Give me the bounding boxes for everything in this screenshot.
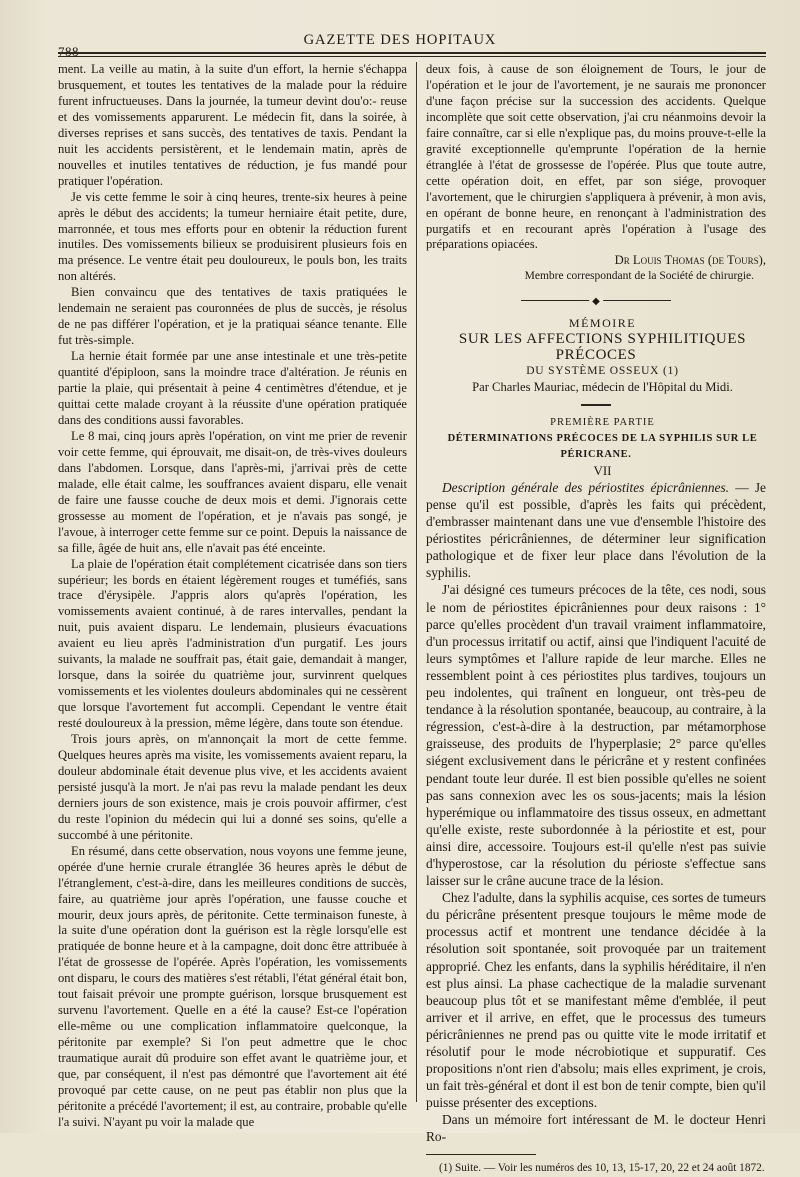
article-body bbox=[426, 479, 766, 1146]
left-paragraph: Le 8 mai, cinq jours après l'opération, on vint me prier de revenir voir cette femme, qui éprouvait, me disait-on, de très-vives douleurs dans l'abdomen. Lorsque, dans l'après-mi, j'arrivai près de cette malade, elle était calme, les souffrances avaient disparu, elle venait de faire une fausse couche de deux mois et demi. J'ignorais cette grossesse au moment de l'opération, et je n'avais pas songé, je l'avoue, à interroger cette femme sur ce point. Depuis la naissance de sa fille, âgée de huit ans, elle n'avait pas été enceinte. bbox=[58, 428, 407, 555]
column-divider bbox=[416, 62, 417, 1102]
article-paragraph bbox=[426, 479, 766, 582]
article-paragraph: Chez l'adulte, dans la syphilis acquise, ces sortes de tumeurs du péricrâne présentent presque toujours le même mode de processus actif et montrent une tendance décidée à la résolution soit spontanée, soit provoquée par un traitement approprié. Chez les enfants, dans la syphilis héréditaire, il n'en est plus ainsi. La phase cachectique de la maladie survenant beaucoup plus tôt et se manifestant même d'emblée, il peut arriver et il arrive, en effet, que le processus des tumeurs péricrâniennes ne prend pas ou quitte vite le mode irritatif et résolutif pour le mode nécrobiotique et suppuratif. Ces propositions n'ont rien d'absolu; mais elles expriment, je crois, un fait très-général et dont il est bon de tenir compte, bien qu'il puisse présenter des exceptions. bbox=[426, 890, 766, 1111]
left-paragraph: Trois jours après, on m'annonçait la mort de cette femme. Quelques heures après ma visite, les vomissements avaient reparu, la douleur abdominale était devenue plus vive, et les accidents avaient persisté jusqu'à la mort. Je n'ai pas revu la malade pendant les deux derniers jours de son existence, mais je crois pouvoir affirmer, c'est du reste l'opinion du médecin qui lui a donné ses soins, qu'elle a succombé à une péritonite. bbox=[58, 732, 407, 842]
left-paragraph: Je vis cette femme le soir à cinq heures, trente-six heures à peine après le début des accidents; la tumeur herniaire était petite, dure, marronnée, et tous mes efforts pour en obtenir la réduction furent inutiles. Des vomissements bilieux se produisirent plusieurs fois en ma présence. Le ventre était peu douloureux, le pouls bon, les traits non altérés. bbox=[58, 189, 407, 284]
article-paragraph: J'ai désigné ces tumeurs précoces de la tête, ces nodi, sous le nom de périostites épicrâniennes pour deux raisons : 1° parce qu'elles procèdent d'un travail vraiment inflammatoire, d'un processus irritatif ou actif, ainsi que l'indiquent l'acuité de leurs symptômes et l'allure rapide de leur marche. Elles ne ressemblent point à ces périostites plus tardives, toujours un peu indolentes, qui traînent en longueur, ont très-peu de tendance à la résolution spontanée, beaucoup, au contraire, à la régression, c'est-à-dire à la destruction, par métamorphose graisseuse, des produits de l'hyperplasie; 2° parce qu'elles siégent exclusivement dans le péricrâne et y restent confinées pendant toute leur durée. Il est bien possible qu'elles ne soient pas sans connexion avec les os sous-jacents; mais la lésion hyperémique ou inflammatoire des tissus osseux, en admettant qu'elle existe, reste subordonnée à la périostite et est, pour ainsi dire, accessoire. Toujours est-il qu'elle n'est pas suivie d'hyperostose, car la résolution du périoste s'effectue sans laisser sur le crâne aucune trace de la lésion. bbox=[426, 582, 766, 889]
signature-name: Dr Louis Thomas (de Tours), bbox=[614, 253, 766, 268]
right-intro-paragraph: deux fois, à cause de son éloignement de Tours, le jour de l'opération et le jour de l'avortement, je ne saurais me prononcer d'une façon précise sur la succession des accidents. Quelque incomplète que soit cette observation, j'ai cru néanmoins devoir la faire connaître, car si elle n'explique pas, du moins prouve-t-elle la gravité exceptionnelle qu'emprunte l'opération de la hernie étranglée à l'état de grossesse de l'opérée. Plus que toute autre, cette opération doit, en effet, par son siége, provoquer l'avortement, que le chirurgien s'appliquera à prévenir, à mon avis, en opérant de bonne heure, en renonçant à l'administration des purgatifs et en recourant après l'opération à l'usage des préparations opiacées. bbox=[426, 62, 766, 252]
left-paragraph: La plaie de l'opération était complétement cicatrisée dans son tiers supérieur; les bords en étaient légèrement rouges et tuméfiés, sans trace d'érysipèle. J'appris alors qu'après l'opération, les vomissements avaient continué, à de rares intervalles, pendant la nuit, puis avaient disparu. Le lendemain, plusieurs évacuations avaient eu lieu après l'administration d'un purgatif. Les jours suivants, la malade ne souffrait pas, était gaie, demandait à manger, lorsque, dans la soirée du quatrième jour, survinrent quelques vomissements et les violentes douleurs abdominales qui ne cessèrent que lorsque l'avortement fut accompli. Cependant le ventre était resté douloureux à la pression, même légère, dans toute son étendue. bbox=[58, 556, 407, 731]
author-signature bbox=[426, 253, 766, 269]
ornament-diamond-icon: ◆ bbox=[589, 294, 603, 310]
right-column bbox=[426, 62, 766, 1177]
page-number: 788 bbox=[58, 44, 79, 59]
header-rule-thick bbox=[58, 52, 766, 54]
left-paragraph: Bien convaincu que des tentatives de taxis pratiquées le lendemain ne seraient pas couronnées de plus de succès, je résolus de ne pas différer l'opération, et je la pratiquai séance tenante. Elle fut très-simple. bbox=[58, 285, 407, 348]
article-paragraph: Dans un mémoire fort intéressant de M. le docteur Henri Ro- bbox=[426, 1112, 766, 1145]
header-rule-thin bbox=[58, 56, 766, 57]
article-subtitle: DU SYSTÈME OSSEUX (1) bbox=[526, 365, 679, 378]
left-column bbox=[58, 62, 407, 1131]
article-author: Par Charles Mauriac, médecin de l'Hôpital du Midi. bbox=[472, 380, 733, 395]
footnote: (1) Suite. — Voir les numéros des 10, 13, 15-17, 20, 22 et 24 août 1872. bbox=[439, 1161, 765, 1174]
section-heading: Description générale des périostites épicrâniennes. bbox=[442, 479, 730, 495]
left-paragraph: La hernie était formée par une anse intestinale et une très-petite quantité d'épiploon, sans la moindre trace d'altération. Je réunis en partie la plaie, qui présentait à peine 4 centimètres d'étendue, et je quittai cette malade croyant à la réussite d'une opération pratiquée dans des conditions aussi favorables. bbox=[58, 349, 407, 427]
title-rule bbox=[581, 404, 611, 406]
part-title: DÉTERMINATIONS PRÉCOCES DE LA SYPHILIS SUR LE PÉRICRANE. bbox=[447, 433, 758, 461]
author-affiliation: Membre correspondant de la Société de chirurgie. bbox=[524, 270, 754, 283]
part-label: PREMIÈRE PARTIE bbox=[550, 417, 655, 429]
section-intro-text: — Je pense qu'il est possible, d'après les faits qui précèdent, d'embrasser maintenant dans une vue d'ensemble l'histoire des périostites péricrâniennes, de déterminer leur signification pathologique et de fixer leur place dans l'évolution de la syphilis. bbox=[426, 479, 766, 581]
memoire-label: MÉMOIRE bbox=[568, 316, 637, 331]
left-paragraph: En résumé, dans cette observation, nous voyons une femme jeune, opérée d'une hernie crurale étranglée 36 heures après le début de l'étranglement, c'est-à-dire, dans les meilleures conditions de succès, faire, au quatrième jour après l'opération, une fausse couche et mourir, deux jours après, de péritonite. Cette terminaison funeste, à la suite d'une opération dont la guérison est la règle lorsqu'elle est pratiquée de bonne heure et à la campagne, doit donc être attribuée à l'état de grossesse de l'opérée. Après l'opération, les vomissements ont disparu, le cours des matières s'est rétabli, l'état général était bon, tout faisait prévoir une prompte guérison, lorsque brusquement est survenu l'avortement. Quelle en a été la cause? Est-ce l'opération elle-même ou une complication inflammatoire quelconque, la péritonite par exemple? Si l'on peut admettre que le choc traumatique aurait dû produire son effet avant le quatrième jour, et que, par conséquent, il n'est pas démontré que l'avortement ait été provoqué par cette cause, on ne peut pas établir non plus que la péritonite a précédé l'avortement; il est, au contraire, probable qu'elle l'a suivi. N'ayant pu voir la malade que bbox=[58, 843, 407, 1129]
left-paragraph: ment. La veille au matin, à la suite d'un effort, la hernie s'échappa brusquement, et toutes les tentatives de la malade pour la réduire furent infructueuses. Dans la journée, la tumeur devint dou'o:- reuse et des vomissements apparurent. Le médecin fit, dans la soirée, à diverses reprises et sans succès, des tentatives de taxis. Pendant la nuit les accidents persistèrent, et le lendemain matin, après de nouvelles et inutiles tentatives de réduction, je fus mandé pour pratiquer l'opération. bbox=[58, 62, 407, 188]
section-number: VII bbox=[593, 462, 612, 478]
footnote-rule bbox=[426, 1154, 536, 1155]
section-ornament bbox=[521, 296, 671, 308]
article-title: SUR LES AFFECTIONS SYPHILITIQUES PRÉCOCES bbox=[458, 331, 747, 364]
masthead-title: GAZETTE DES HOPITAUX bbox=[303, 32, 497, 48]
